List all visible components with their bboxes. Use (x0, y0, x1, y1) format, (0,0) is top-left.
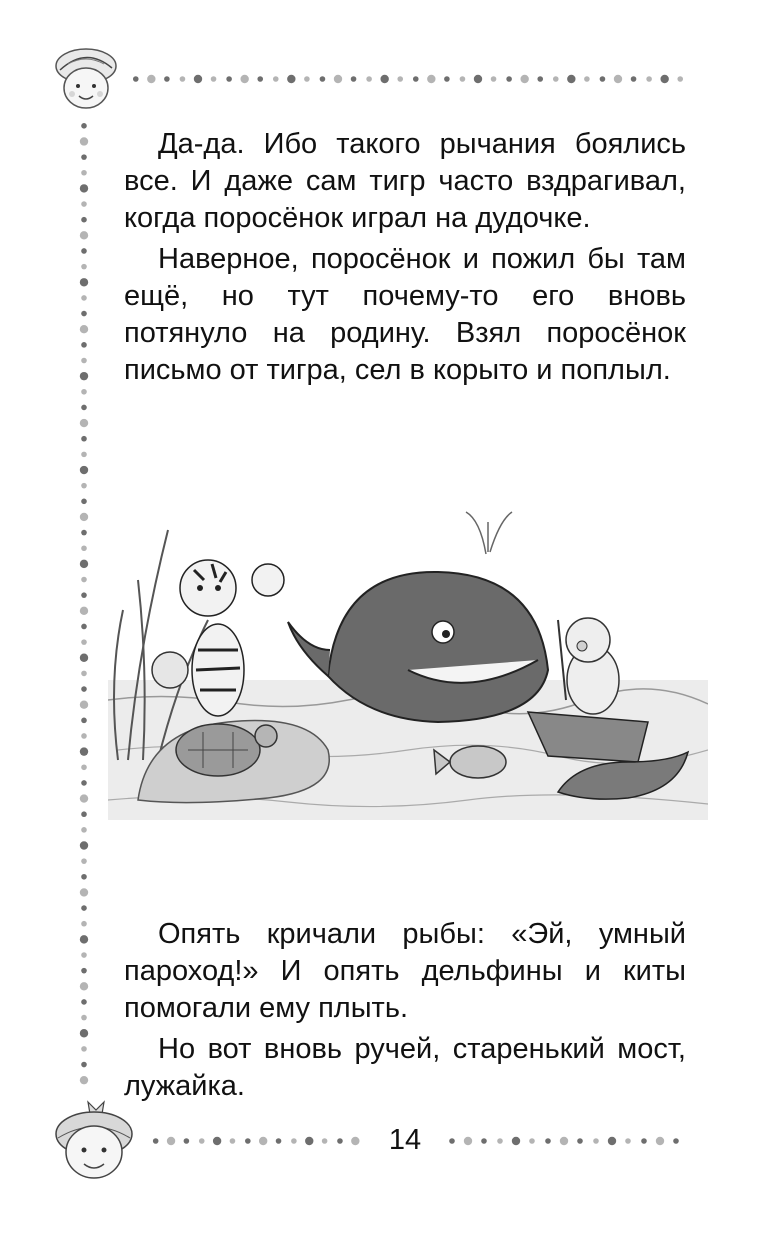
border-dot (81, 311, 87, 317)
paragraph: Опять кричали рыбы: «Эй, умный пароход!» И опять дельфины и киты помогали ему плыть. (124, 918, 686, 1024)
border-dot (80, 982, 88, 990)
border-dot (460, 76, 466, 82)
border-dot (80, 747, 88, 755)
border-dot (380, 75, 388, 83)
illustration-whale-scene (108, 500, 708, 840)
border-dot (245, 1138, 251, 1144)
border-dot (81, 577, 87, 583)
border-dot (351, 76, 357, 82)
border-dot (600, 76, 606, 82)
girl-face-icon (46, 44, 126, 114)
border-dot (305, 1137, 313, 1145)
border-dot (164, 76, 170, 82)
border-dot (80, 794, 88, 802)
border-dot (81, 530, 87, 536)
border-dot (351, 1137, 359, 1145)
border-dot (81, 624, 87, 630)
border-dot (614, 75, 622, 83)
border-dot (81, 389, 87, 395)
border-dot (81, 671, 87, 677)
bottom-right-dotted-border (444, 1134, 684, 1148)
border-dot (81, 811, 87, 817)
border-dot (81, 358, 87, 364)
border-dot (211, 76, 217, 82)
border-dot (80, 372, 88, 380)
border-dot (81, 780, 87, 786)
border-dot (81, 1062, 87, 1068)
border-dot (646, 76, 652, 82)
border-dot (584, 76, 590, 82)
border-dot (81, 154, 87, 160)
border-dot (80, 184, 88, 192)
border-dot (560, 1137, 568, 1145)
border-dot (80, 841, 88, 849)
border-dot (133, 76, 139, 82)
border-dot (81, 248, 87, 254)
border-dot (81, 639, 87, 645)
page-number: 14 (388, 1124, 422, 1156)
border-dot (304, 76, 310, 82)
border-dot (334, 75, 342, 83)
text-block-top (124, 126, 686, 389)
border-dot (320, 76, 326, 82)
border-dot (593, 1138, 599, 1144)
border-dot (80, 888, 88, 896)
bottom-left-dotted-border (148, 1134, 363, 1148)
border-dot (81, 921, 87, 927)
border-dot (537, 76, 543, 82)
border-dot (184, 1138, 190, 1144)
border-dot (512, 1137, 520, 1145)
border-dot (81, 170, 87, 176)
paragraph: Да-да. Ибо такого рычания боялись все. И даже сам тигр часто вздрагивал, когда поросёнок играл на дудочке. (124, 128, 686, 234)
paragraph: Наверное, поросёнок и пожил бы там ещё, но тут почему-то его вновь потянуло на родину. Взял поросёнок письмо от тигра, сел в корыто и поплыл. (124, 243, 686, 386)
border-dot (80, 137, 88, 145)
border-dot (213, 1137, 221, 1145)
border-dot (322, 1138, 328, 1144)
border-dot (81, 952, 87, 958)
border-dot (167, 1137, 175, 1145)
border-dot (81, 201, 87, 207)
border-dot (194, 75, 202, 83)
border-dot (80, 513, 88, 521)
border-dot (80, 278, 88, 286)
border-dot (481, 1138, 487, 1144)
border-dot (81, 342, 87, 348)
border-dot (81, 1015, 87, 1021)
border-dot (80, 654, 88, 662)
border-dot (291, 1138, 297, 1144)
border-dot (641, 1138, 647, 1144)
border-dot (545, 1138, 551, 1144)
border-dot (677, 76, 683, 82)
border-dot (80, 560, 88, 568)
border-dot (257, 76, 263, 82)
border-dot (81, 1046, 87, 1052)
text-block-bottom (124, 916, 686, 1105)
border-dot (413, 76, 419, 82)
top-dotted-border (128, 72, 688, 86)
border-dot (427, 75, 435, 83)
border-dot (81, 483, 87, 489)
left-dotted-border (76, 118, 92, 1088)
border-dot (153, 1138, 159, 1144)
border-dot (631, 76, 637, 82)
border-dot (81, 968, 87, 974)
border-dot (81, 499, 87, 505)
border-dot (273, 76, 279, 82)
border-dot (81, 827, 87, 833)
border-dot (81, 733, 87, 739)
border-dot (497, 1138, 503, 1144)
border-dot (81, 217, 87, 223)
border-dot (474, 75, 482, 83)
border-dot (230, 1138, 236, 1144)
border-dot (80, 700, 88, 708)
border-dot (577, 1138, 583, 1144)
border-dot (81, 999, 87, 1005)
border-dot (625, 1138, 631, 1144)
border-dot (80, 1076, 88, 1084)
border-dot (81, 452, 87, 458)
border-dot (80, 419, 88, 427)
border-dot (656, 1137, 664, 1145)
border-dot (608, 1137, 616, 1145)
border-dot (673, 1138, 679, 1144)
border-dot (240, 75, 248, 83)
border-dot (81, 905, 87, 911)
border-dot (259, 1137, 267, 1145)
border-dot (80, 607, 88, 615)
border-dot (81, 405, 87, 411)
border-dot (567, 75, 575, 83)
border-dot (464, 1137, 472, 1145)
border-dot (660, 75, 668, 83)
border-dot (81, 592, 87, 598)
border-dot (81, 436, 87, 442)
border-dot (80, 1029, 88, 1037)
border-dot (81, 686, 87, 692)
border-dot (226, 76, 232, 82)
border-dot (80, 935, 88, 943)
border-dot (81, 264, 87, 270)
border-dot (81, 858, 87, 864)
paragraph: Но вот вновь ручей, старенький мост, лужайка. (124, 1033, 686, 1102)
border-dot (287, 75, 295, 83)
girl-with-bow-icon (44, 1094, 144, 1186)
border-dot (449, 1138, 455, 1144)
border-dot (80, 466, 88, 474)
border-dot (337, 1138, 343, 1144)
border-dot (366, 76, 372, 82)
border-dot (180, 76, 186, 82)
border-dot (80, 231, 88, 239)
border-dot (553, 76, 559, 82)
border-dot (81, 295, 87, 301)
border-dot (529, 1138, 535, 1144)
border-dot (81, 764, 87, 770)
border-dot (397, 76, 403, 82)
border-dot (276, 1138, 282, 1144)
border-dot (81, 874, 87, 880)
border-dot (491, 76, 497, 82)
border-dot (506, 76, 512, 82)
border-dot (80, 325, 88, 333)
border-dot (81, 545, 87, 551)
border-dot (520, 75, 528, 83)
border-dot (199, 1138, 205, 1144)
border-dot (81, 718, 87, 724)
border-dot (81, 123, 87, 129)
border-dot (147, 75, 155, 83)
border-dot (444, 76, 450, 82)
